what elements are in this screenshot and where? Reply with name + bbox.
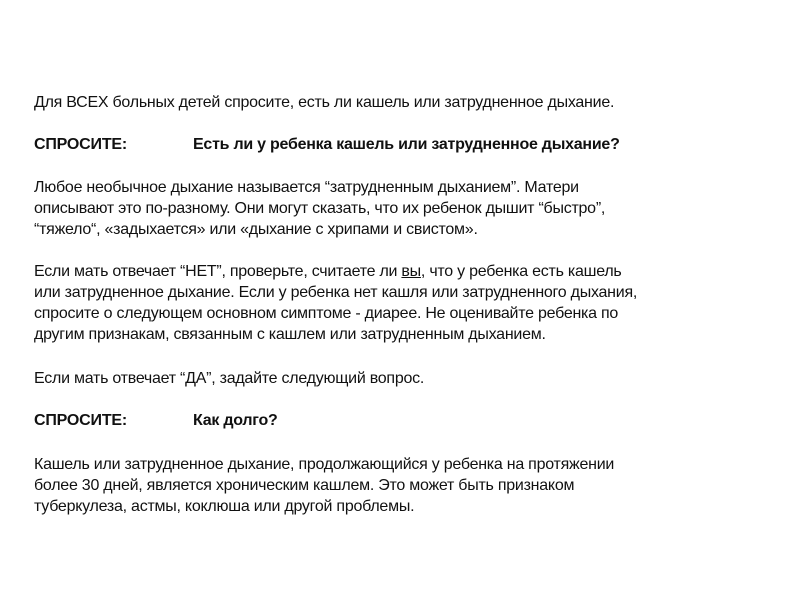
paragraph-2-line-3: спросите о следующем основном симптоме - диарее. Не оценивайте ребенка по (34, 305, 619, 322)
paragraph-1-line-3: “тяжело“, «задыхается» или «дыхание с хрипами и свистом». (34, 221, 478, 238)
emphasis-you: вы (401, 263, 421, 280)
paragraph-2-line-4: другим признакам, связанным с кашлем или затрудненным дыханием. (34, 326, 546, 343)
paragraph-2-line-1-end: , что у ребенка есть кашель (420, 263, 622, 280)
ask-question-1: Есть ли у ребенка кашель или затрудненное дыхание? (193, 136, 620, 153)
paragraph-2-line-1 (34, 261, 622, 282)
paragraph-1-line-2: описывают это по-разному. Они могут сказать, что их ребенок дышит “быстро”, (34, 200, 606, 217)
ask-label-2: СПРОСИТЕ: (34, 412, 127, 429)
paragraph-1-line-1: Любое необычное дыхание называется “затрудненным дыханием”. Матери (34, 179, 579, 196)
ask-question-2: Как долго? (193, 412, 278, 429)
paragraph-4-line-3: туберкулеза, астмы, коклюша или другой проблемы. (34, 498, 415, 515)
paragraph-4-line-1: Кашель или затрудненное дыхание, продолжающийся у ребенка на протяжении (34, 456, 615, 473)
ask-label-1: СПРОСИТЕ: (34, 136, 127, 153)
paragraph-4-line-2: более 30 дней, является хроническим кашлем. Это может быть признаком (34, 477, 575, 494)
paragraph-2-line-2: или затрудненное дыхание. Если у ребенка нет кашля или затрудненного дыхания, (34, 284, 638, 301)
paragraph-2-line-1-start: Если мать отвечает “НЕТ”, проверьте, считаете ли (34, 263, 402, 280)
intro-text: Для ВСЕХ больных детей спросите, есть ли кашель или затрудненное дыхание. (34, 94, 615, 111)
paragraph-3: Если мать отвечает “ДА”, задайте следующий вопрос. (34, 370, 425, 387)
